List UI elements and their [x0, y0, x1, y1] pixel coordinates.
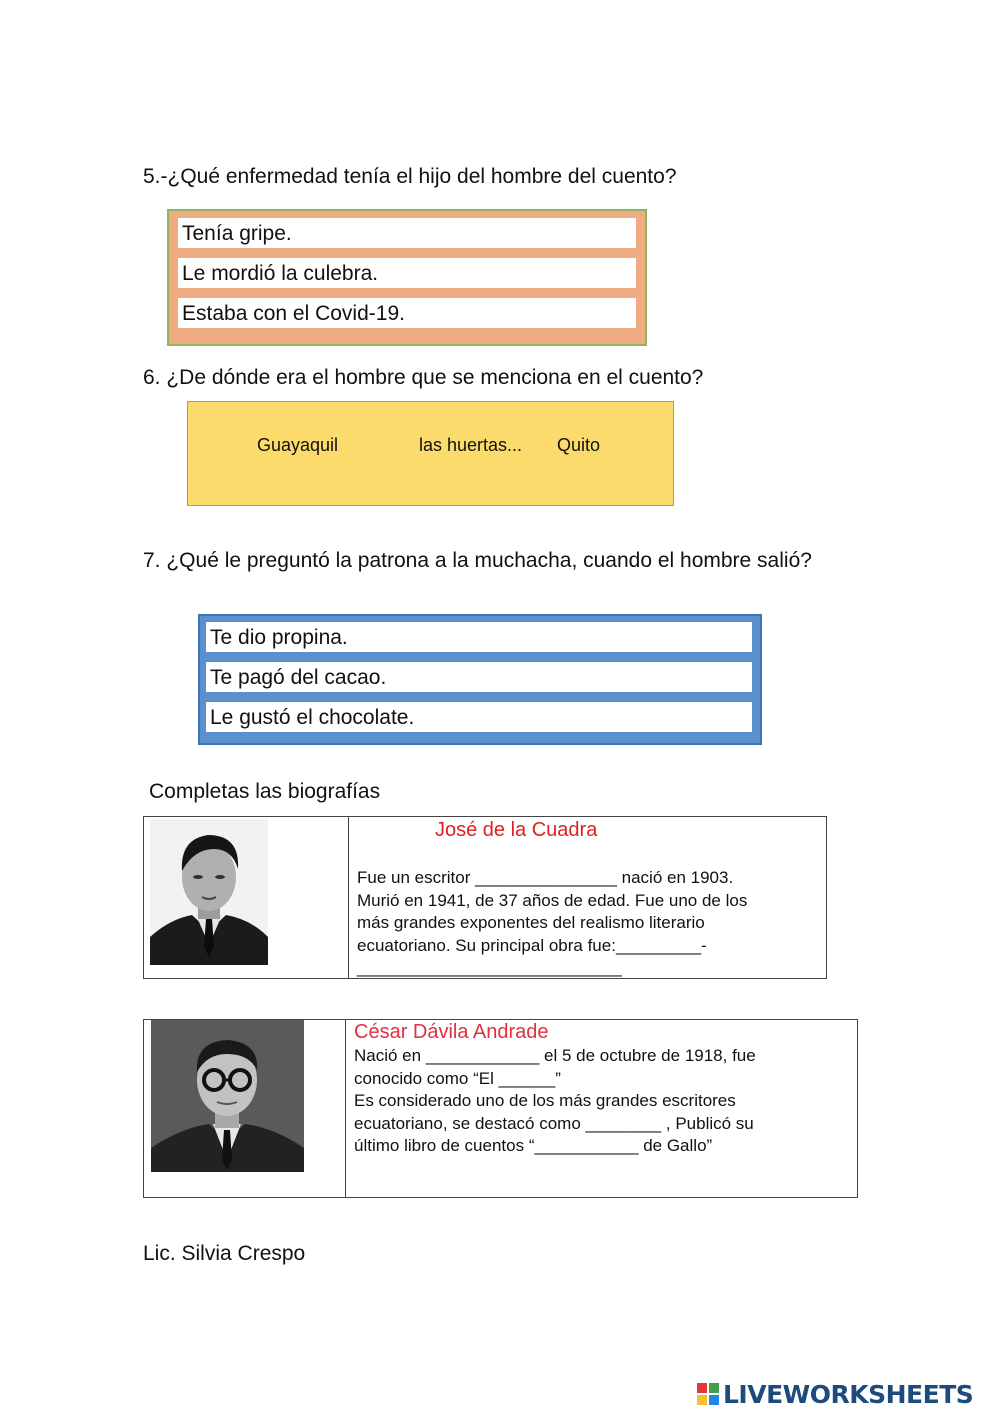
q6-option-2[interactable]: las huertas... [419, 435, 523, 455]
biography-jose-de-la-cuadra [143, 816, 827, 979]
q5-option-1[interactable]: Tenía gripe. [178, 218, 636, 248]
biographies-heading: Completas las biografías [149, 780, 381, 803]
logo-square [709, 1395, 719, 1405]
q7-option-1[interactable]: Te dio propina. [206, 622, 752, 652]
biography-cesar-davila-andrade [143, 1019, 858, 1198]
bio-line: conocido como “El ______” [354, 1068, 561, 1088]
q6-option-1[interactable]: Guayaquil [257, 435, 339, 455]
portrait-photo [150, 819, 268, 965]
bio-line: Fue un escritor _______________ nació en 1903. [357, 868, 734, 887]
logo-square [697, 1383, 707, 1393]
portrait-photo [151, 1020, 304, 1172]
liveworksheets-brand[interactable] [697, 1377, 973, 1411]
portrait-man-glasses-icon [151, 1020, 304, 1172]
bio-line: ____________________________ [357, 958, 622, 977]
question-6-options [187, 401, 674, 506]
bio-line: último libro de cuentos “___________ de Gallo” [354, 1136, 713, 1155]
question-5: 5.-¿Qué enfermedad tenía el hijo del hombre del cuento? [143, 165, 677, 188]
q5-option-3[interactable]: Estaba con el Covid-19. [178, 298, 636, 328]
bio-line: Murió en 1941, de 37 años de edad. Fue uno de los [357, 890, 748, 910]
bio-line: Nació en ____________ el 5 de octubre de 1918, fue [354, 1046, 756, 1065]
bio-text [357, 867, 817, 980]
question-7: 7. ¿Qué le preguntó la patrona a la muchacha, cuando el hombre salió? [143, 549, 812, 572]
bio-name: César Dávila Andrade [354, 1021, 549, 1043]
question-7-options [198, 614, 762, 745]
logo-square [697, 1395, 707, 1405]
bio-line: Es considerado uno de los más grandes escritores [354, 1091, 736, 1110]
bio-text [354, 1045, 849, 1158]
bio-line: más grandes exponentes del realismo literario [357, 913, 705, 932]
portrait-man-icon [150, 819, 268, 965]
logo-square [709, 1383, 719, 1393]
author-signature: Lic. Silvia Crespo [143, 1242, 306, 1265]
table-divider [348, 817, 349, 978]
brand-name: LIVEWORKSHEETS [723, 1379, 974, 1409]
q7-option-2[interactable]: Te pagó del cacao. [206, 662, 752, 692]
table-divider [345, 1020, 346, 1197]
q6-option-3[interactable]: Quito [557, 435, 601, 455]
question-5-options [167, 209, 647, 346]
q7-option-3[interactable]: Le gustó el chocolate. [206, 702, 752, 732]
bio-name: José de la Cuadra [435, 819, 598, 841]
question-6: 6. ¿De dónde era el hombre que se menciona en el cuento? [143, 366, 704, 389]
bio-line: ecuatoriano. Su principal obra fue:_________- [357, 935, 707, 955]
q5-option-2[interactable]: Le mordió la culebra. [178, 258, 636, 288]
bio-line: ecuatoriano, se destacó como ________ , Publicó su [354, 1113, 754, 1133]
liveworksheets-logo-icon [697, 1383, 719, 1405]
